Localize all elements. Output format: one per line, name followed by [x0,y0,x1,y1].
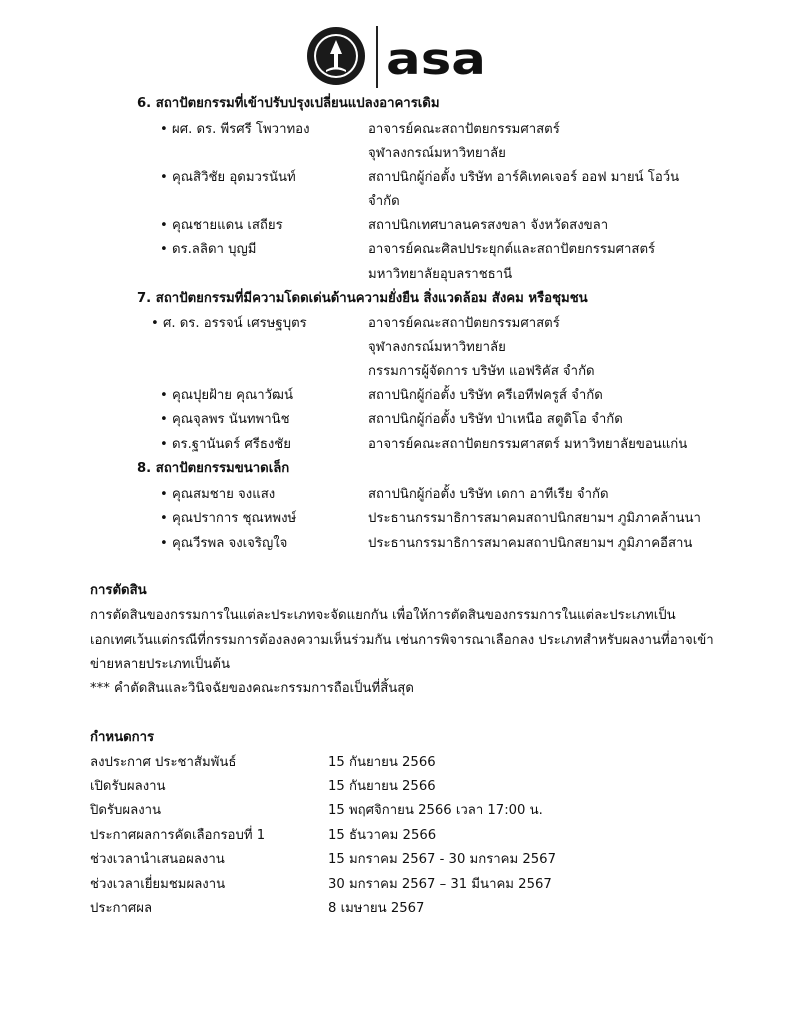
section-8-title: 8. สถาปัตยกรรมขนาดเล็ก [137,461,290,476]
member-role: จำกัด [368,194,400,209]
judging-paragraph-line: เอกเทศเว้นแต่กรณีที่กรรมการต้องลงความเห็นร่วมกัน เช่นการพิจารณาเลือกลง ประเภทสำหรับผลงานที่อาจเข้า [90,633,714,648]
member-role: สถาปนิกผู้ก่อตั้ง บริษัท อาร์คิเทคเจอร์ ออฟ มายน์ โอว์น [368,170,680,185]
member-role: ประธานกรรมาธิการสมาคมสถาปนิกสยามฯ ภูมิภาคอีสาน [368,536,693,551]
schedule-heading: กำหนดการ [90,730,155,745]
member-name: • คุณสมชาย จงแสง [160,487,276,502]
member-name: • คุณชายแดน เสถียร [160,218,283,233]
asa-seal-logo [306,24,366,88]
member-name: • คุณจุลพร นันทพานิช [160,412,290,427]
member-role: จุฬาลงกรณ์มหาวิทยาลัย [368,146,506,161]
schedule-value: 15 พฤศจิกายน 2566 เวลา 17:00 น. [328,803,543,818]
member-role: อาจารย์คณะสถาปัตยกรรมศาสตร์ มหาวิทยาลัยขอนแก่น [368,437,688,452]
member-role: สถาปนิกผู้ก่อตั้ง บริษัท ครีเอทีฟครูส์ จำกัด [368,388,603,403]
judging-heading: การตัดสิน [90,583,147,598]
member-role: สถาปนิกผู้ก่อตั้ง บริษัท ป่าเหนือ สตูดิโอ จำกัด [368,412,623,427]
schedule-value: 15 กันยายน 2566 [328,779,436,794]
schedule-label: ลงประกาศ ประชาสัมพันธ์ [90,755,237,770]
schedule-value: 8 เมษายน 2567 [328,901,425,916]
member-role: กรรมการผู้จัดการ บริษัท แอฟริคัส จำกัด [368,364,595,379]
schedule-label: ช่วงเวลานำเสนอผลงาน [90,852,225,867]
member-name: • ผศ. ดร. พีรศรี โพวาทอง [160,122,310,137]
section-6-title: 6. สถาปัตยกรรมที่เข้าปรับปรุงเปลี่ยนแปลงอาคารเดิม [137,96,440,111]
member-role: อาจารย์คณะสถาปัตยกรรมศาสตร์ [368,316,560,331]
asa-brand-logo [386,38,488,80]
section-7-title: 7. สถาปัตยกรรมที่มีความโดดเด่นด้านความยั่งยืน สิ่งแวดล้อม สังคม หรือชุมชน [137,291,588,306]
schedule-label: ประกาศผล [90,901,153,916]
member-role: ประธานกรรมาธิการสมาคมสถาปนิกสยามฯ ภูมิภาคล้านนา [368,511,701,526]
judging-final-note: *** คำตัดสินและวินิจฉัยของคณะกรรมการถือเป็นที่สิ้นสุด [90,681,414,696]
member-role: สถาปนิกผู้ก่อตั้ง บริษัท เดกา อาทีเรีย จำกัด [368,487,609,502]
member-role: อาจารย์คณะศิลปประยุกต์และสถาปัตยกรรมศาสตร์ [368,242,656,257]
brand-text: asa [386,38,486,80]
member-name: • คุณปุยฝ้าย คุณาวัฒน์ [160,388,293,403]
schedule-value: 15 กันยายน 2566 [328,755,436,770]
member-role: สถาปนิกเทศบาลนครสงขลา จังหวัดสงขลา [368,218,609,233]
judging-paragraph-line: ข่ายหลายประเภทเป็นต้น [90,657,230,672]
schedule-value: 15 ธันวาคม 2566 [328,828,437,843]
member-name: • ดร.ลลิดา บุญมี [160,242,257,257]
member-name: • คุณสิวิชัย อุดมวรนันท์ [160,170,296,185]
schedule-label: เปิดรับผลงาน [90,779,166,794]
member-role: มหาวิทยาลัยอุบลราชธานี [368,267,513,282]
schedule-value: 15 มกราคม 2567 - 30 มกราคม 2567 [328,852,556,867]
member-name: • คุณปราการ ชุณหพงษ์ [160,511,297,526]
header-divider [376,26,378,88]
member-role: อาจารย์คณะสถาปัตยกรรมศาสตร์ [368,122,560,137]
schedule-label: ประกาศผลการคัดเลือกรอบที่ 1 [90,828,266,843]
member-name: • คุณวีรพล จงเจริญใจ [160,536,288,551]
schedule-value: 30 มกราคม 2567 – 31 มีนาคม 2567 [328,877,552,892]
schedule-label: ปิดรับผลงาน [90,803,162,818]
member-name: • ศ. ดร. อรรจน์ เศรษฐบุตร [151,316,307,331]
schedule-label: ช่วงเวลาเยี่ยมชมผลงาน [90,877,226,892]
member-role: จุฬาลงกรณ์มหาวิทยาลัย [368,340,506,355]
judging-paragraph-line: การตัดสินของกรรมการในแต่ละประเภทจะจัดแยกกัน เพื่อให้การตัดสินของกรรมการในแต่ละประเภทเป็น [90,608,676,623]
member-name: • ดร.ฐานันดร์ ศรีธงชัย [160,437,291,452]
